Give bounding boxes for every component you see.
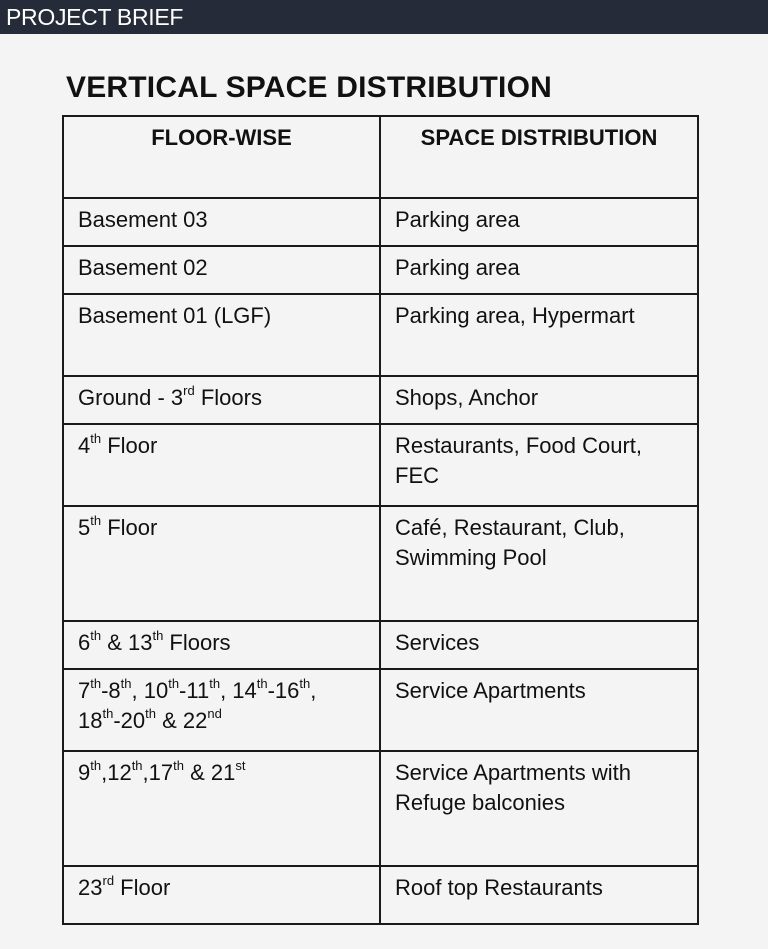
floor-text: Floor bbox=[114, 875, 171, 900]
table-row bbox=[63, 294, 698, 376]
floor-cell bbox=[63, 621, 380, 669]
ordinal-suffix: st bbox=[235, 757, 246, 773]
floor-cell bbox=[63, 376, 380, 424]
ordinal-suffix: th bbox=[90, 512, 102, 528]
floor-text: Floor bbox=[101, 433, 158, 458]
space-distribution-table bbox=[62, 115, 699, 925]
floor-cell bbox=[63, 506, 380, 621]
ordinal-suffix: th bbox=[168, 675, 180, 691]
floor-text: , 14 bbox=[220, 678, 257, 703]
floor-text: Floors bbox=[163, 630, 231, 655]
floor-cell: Basement 01 (LGF) bbox=[63, 294, 380, 376]
table-row bbox=[63, 246, 698, 294]
floor-text: 23 bbox=[78, 875, 103, 900]
table-row bbox=[63, 376, 698, 424]
floor-cell bbox=[63, 866, 380, 924]
ordinal-suffix: th bbox=[90, 430, 102, 446]
floor-text: 4 bbox=[78, 433, 91, 458]
floor-text: Floors bbox=[194, 385, 262, 410]
table-row bbox=[63, 669, 698, 751]
floor-cell bbox=[63, 669, 380, 751]
floor-text: -20 bbox=[113, 708, 146, 733]
floor-text: -16 bbox=[267, 678, 300, 703]
floor-text: & 22 bbox=[155, 708, 208, 733]
column-header-space: SPACE DISTRIBUTION bbox=[380, 116, 698, 198]
header-label: PROJECT BRIEF bbox=[6, 4, 184, 30]
space-cell: Shops, Anchor bbox=[380, 376, 698, 424]
floor-text: -11 bbox=[179, 678, 210, 703]
floor-text: , 18 bbox=[78, 678, 317, 733]
floor-cell bbox=[63, 424, 380, 506]
column-header-floor: FLOOR-WISE bbox=[63, 116, 380, 198]
floor-text: & 13 bbox=[101, 630, 153, 655]
floor-text: Ground - 3 bbox=[78, 385, 184, 410]
ordinal-suffix: th bbox=[131, 757, 143, 773]
space-cell: Parking area, Hypermart bbox=[380, 294, 698, 376]
page-title: VERTICAL SPACE DISTRIBUTION bbox=[66, 71, 552, 104]
ordinal-suffix: rd bbox=[183, 382, 195, 398]
floor-text: -8 bbox=[101, 678, 121, 703]
ordinal-suffix: th bbox=[209, 675, 221, 691]
table-header-row bbox=[63, 116, 698, 198]
ordinal-suffix: th bbox=[120, 675, 132, 691]
table-row bbox=[63, 751, 698, 866]
ordinal-suffix: th bbox=[299, 675, 311, 691]
table-row bbox=[63, 424, 698, 506]
ordinal-suffix: th bbox=[173, 757, 184, 773]
space-cell: Restaurants, Food Court, FEC bbox=[380, 424, 698, 506]
floor-cell: Basement 03 bbox=[63, 198, 380, 246]
ordinal-suffix: th bbox=[152, 627, 164, 643]
space-cell: Service Apartments bbox=[380, 669, 698, 751]
ordinal-suffix: rd bbox=[102, 872, 115, 888]
space-cell: Roof top Restaurants bbox=[380, 866, 698, 924]
ordinal-suffix: th bbox=[102, 705, 114, 721]
floor-text: ,17 bbox=[142, 760, 174, 785]
floor-text: 6 bbox=[78, 630, 91, 655]
floor-text: 9 bbox=[78, 760, 91, 785]
ordinal-suffix: th bbox=[90, 627, 102, 643]
table-row bbox=[63, 198, 698, 246]
space-cell: Café, Restaurant, Club, Swimming Pool bbox=[380, 506, 698, 621]
header-bar bbox=[0, 0, 768, 34]
floor-text: ,12 bbox=[101, 760, 132, 785]
floor-text: , 10 bbox=[131, 678, 169, 703]
space-cell: Parking area bbox=[380, 246, 698, 294]
floor-cell: Basement 02 bbox=[63, 246, 380, 294]
ordinal-suffix: th bbox=[145, 705, 156, 721]
space-cell: Parking area bbox=[380, 198, 698, 246]
floor-cell bbox=[63, 751, 380, 866]
floor-text: 7 bbox=[78, 678, 91, 703]
floor-text: & 21 bbox=[183, 760, 236, 785]
floor-text: 5 bbox=[78, 515, 91, 540]
table-row bbox=[63, 621, 698, 669]
floor-text: Floor bbox=[101, 515, 158, 540]
space-cell: Service Apartments with Refuge balconies bbox=[380, 751, 698, 866]
table-row bbox=[63, 866, 698, 924]
ordinal-suffix: th bbox=[256, 675, 268, 691]
space-cell: Services bbox=[380, 621, 698, 669]
ordinal-suffix: th bbox=[90, 757, 102, 773]
ordinal-suffix: nd bbox=[207, 705, 222, 721]
ordinal-suffix: th bbox=[90, 675, 102, 691]
table-row bbox=[63, 506, 698, 621]
